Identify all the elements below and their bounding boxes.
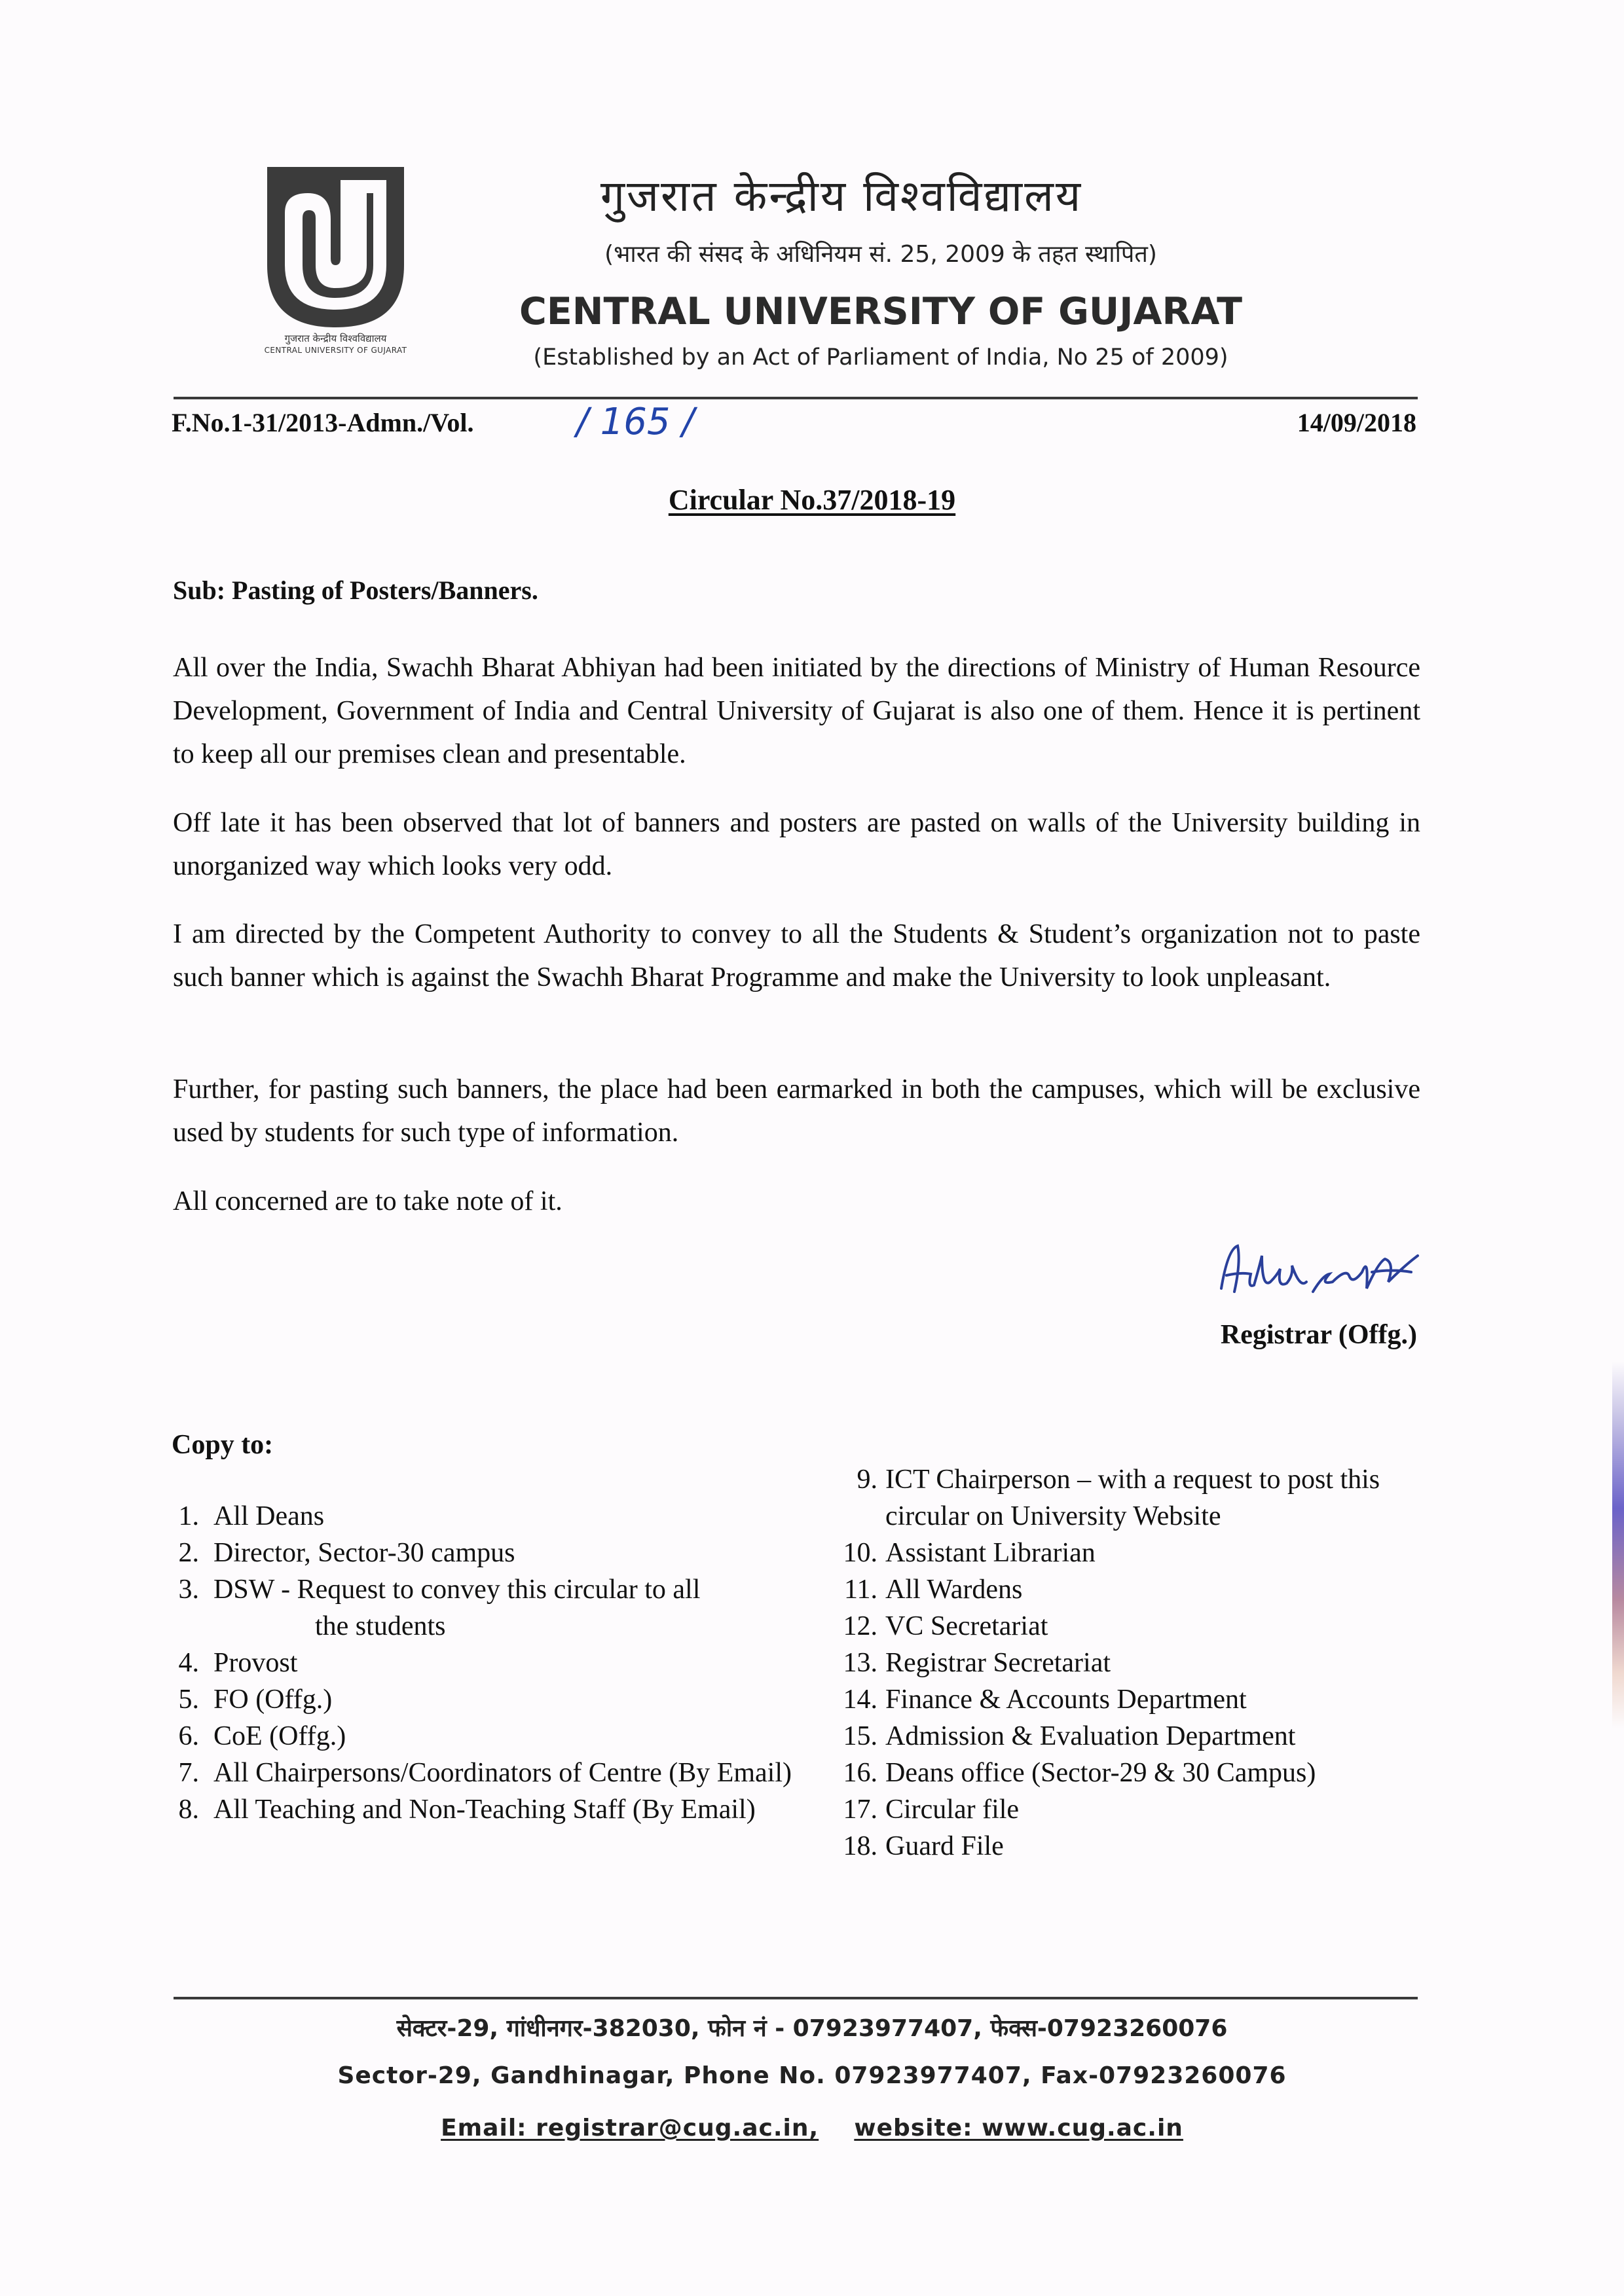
university-title-hindi: गुजरात केन्द्रीय विश्वविद्यालय (600, 171, 1083, 221)
signatory-designation: Registrar (Offg.) (1220, 1320, 1417, 1350)
list-item: 3. DSW - Request to convey this circular to all the students (178, 1575, 701, 1641)
paragraph: All concerned are to take note of it. (173, 1186, 563, 1216)
signature (1215, 1236, 1431, 1308)
list-item: 15. Admission & Evaluation Department (843, 1721, 1296, 1751)
footer-email[interactable]: Email: registrar@cug.ac.in, (441, 2115, 819, 2141)
list-item: 5. FO (Offg.) (178, 1685, 333, 1715)
list-item: 11. All Wardens (844, 1575, 1023, 1605)
list-item: 13. Registrar Secretariat (843, 1648, 1111, 1678)
footer-address-english: Sector-29, Gandhinagar, Phone No. 07923977407, Fax-07923260076 (337, 2062, 1287, 2089)
list-item: 10. Assistant Librarian (843, 1538, 1096, 1568)
university-title-english: CENTRAL UNIVERSITY OF GUJARAT (519, 290, 1242, 333)
scan-edge-mark (1612, 1362, 1624, 1728)
university-logo (262, 167, 409, 327)
paragraph: I am directed by the Competent Authority to convey to all the Students & Student’s organization not to paste such banner which is against the Swachh Bharat Programme and make the University to look unpleasant. (173, 919, 1420, 993)
list-item: 8. All Teaching and Non-Teaching Staff (By Email) (178, 1795, 756, 1825)
copy-list-left (157, 1498, 819, 1828)
footer-website[interactable]: website: www.cug.ac.in (854, 2115, 1183, 2141)
university-subtitle-english: (Established by an Act of Parliament of India, No 25 of 2009) (533, 344, 1228, 371)
list-item: 14. Finance & Accounts Department (843, 1685, 1247, 1715)
subject-line: Sub: Pasting of Posters/Banners. (173, 575, 538, 605)
copy-to-heading: Copy to: (172, 1430, 274, 1460)
circular-number: Circular No.37/2018-19 (668, 484, 956, 516)
list-item: 1. All Deans (178, 1501, 325, 1531)
footer-address-hindi: सेक्टर-29, गांधीनगर-382030, फोन नं - 07923977407, फेक्स-07923260076 (396, 2015, 1228, 2042)
file-number: F.No.1-31/2013-Admn./Vol. (172, 408, 474, 437)
paragraph: All over the India, Swachh Bharat Abhiyan had been initiated by the directions of Ministry of Human Resource Development, Government of India and Central University of Gujarat is also one of them. Hence it is pertinent to keep all our premises clean and presentable. (173, 653, 1420, 769)
footer-contact (0, 2115, 1624, 2141)
header-divider (174, 397, 1418, 399)
paragraph: Off late it has been observed that lot of banners and posters are pasted on walls of the University building in unorganized way which looks very odd. (173, 808, 1420, 881)
copy-list-right (819, 1461, 1447, 1865)
circular-date: 14/09/2018 (1297, 408, 1416, 437)
list-item: 12. VC Secretariat (843, 1611, 1048, 1641)
list-item: 18. Guard File (843, 1831, 1004, 1861)
list-item: 6. CoE (Offg.) (178, 1721, 346, 1751)
list-item: 4. Provost (178, 1648, 298, 1678)
handwritten-number: / 165 / (576, 401, 695, 443)
list-item: 9. ICT Chairperson – with a request to post this circular on University Website (857, 1465, 1380, 1531)
paragraph: Further, for pasting such banners, the place had been earmarked in both the campuses, which will be exclusive used by students for such type of information. (173, 1074, 1420, 1148)
logo-caption-english: CENTRAL UNIVERSITY OF GUJARAT (264, 346, 407, 355)
footer-divider (174, 1997, 1418, 1999)
university-subtitle-hindi: (भारत की संसद के अधिनियम सं. 25, 2009 के तहत स्थापित) (604, 241, 1157, 268)
list-item: 16. Deans office (Sector-29 & 30 Campus) (843, 1758, 1316, 1788)
list-item: 2. Director, Sector-30 campus (178, 1538, 515, 1568)
logo-caption-hindi: गुजरात केन्द्रीय विश्वविद्यालय (284, 333, 387, 344)
list-item: 7. All Chairpersons/Coordinators of Centre (By Email) (178, 1758, 792, 1788)
list-item: 17. Circular file (843, 1795, 1020, 1825)
